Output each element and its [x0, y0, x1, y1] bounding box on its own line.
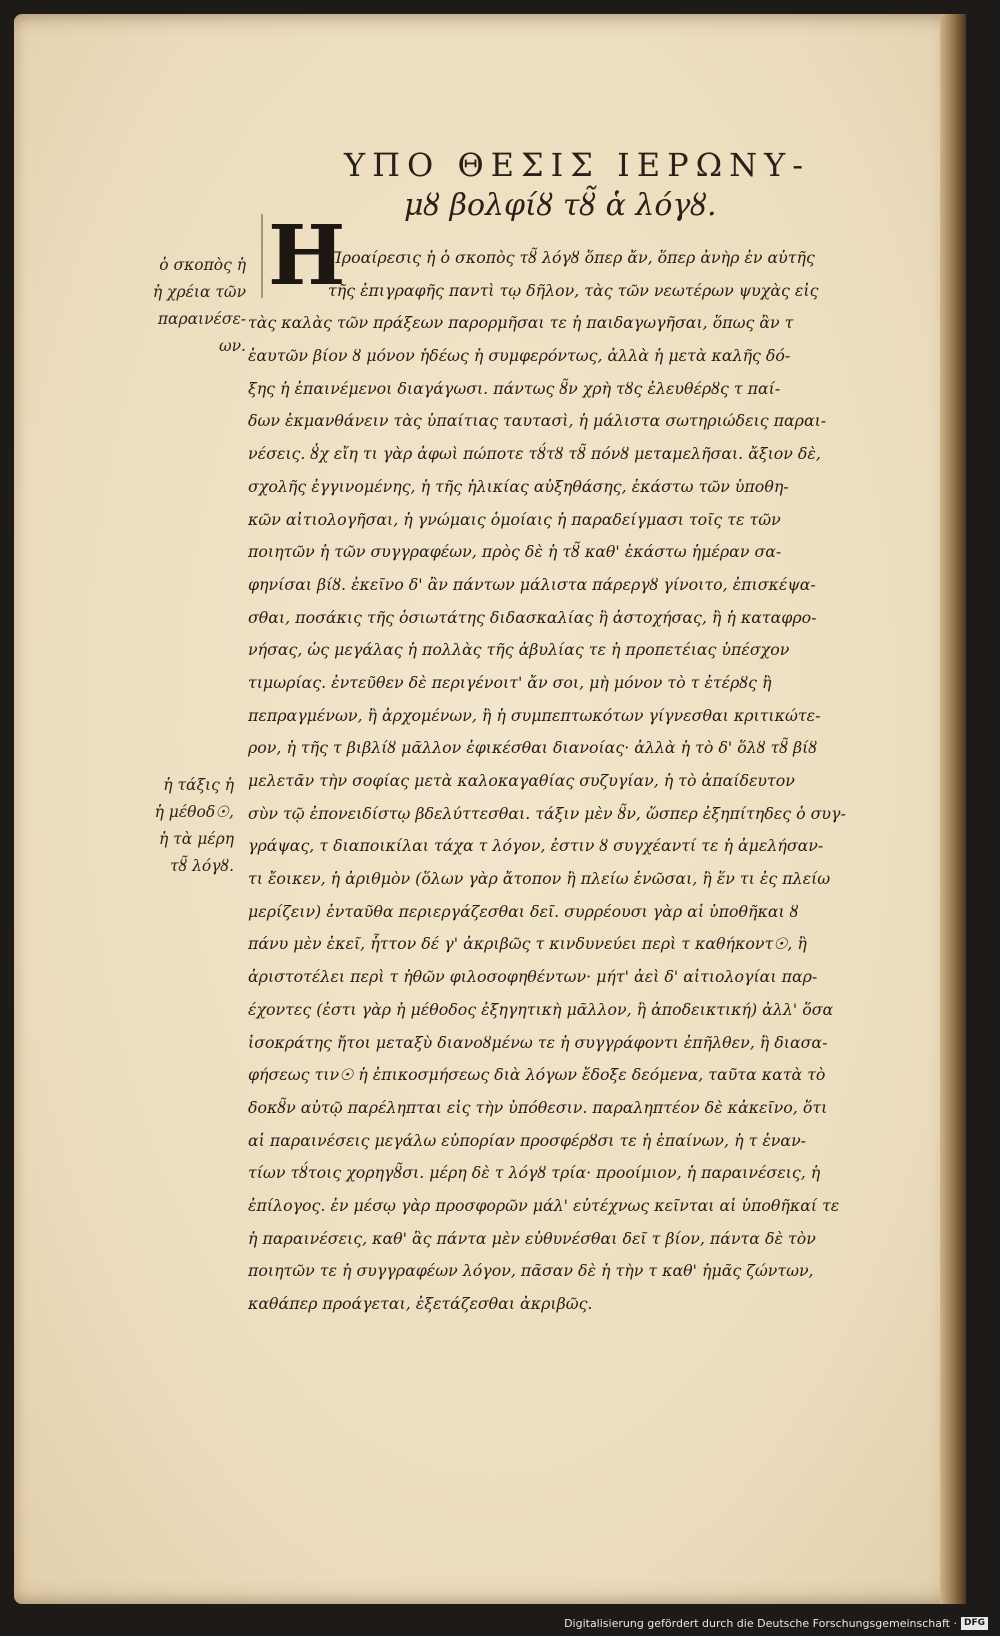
text-line: τῆς ἐπιγραφῆς παντὶ τῳ δῆλον, τὰς τῶν νεωτέρων ψυχὰς εἰς [328, 280, 819, 300]
text-line: σχολῆς ἐγγινομένης, ἡ τῆς ἡλικίας αὐξηθάσης, ἑκάστω τῶν ὑποθη- [248, 476, 789, 496]
text-line: μερίζειν) ἐνταῦθα περιεργάζεσθαι δεῖ. συρρέουσι γὰρ αἱ ὑποθῆκαι ȣ [248, 901, 799, 921]
text-line: πεπραγμένων, ἢ ἀρχομένων, ἢ ἡ συμπεπτωκότων γίγνεσθαι κριτικώτε- [248, 705, 821, 725]
text-line: τιμωρίας. ἐντεῦθεν δὲ περιγένοιτ' ἄν σοι, μὴ μόνον τὸ τ ἐτέρȣς ἢ [248, 672, 772, 692]
text-line: νήσας, ὡς μεγάλας ἡ πολλὰς τῆς ἀβυλίας τε ἡ προπετέιας ὑπέσχον [248, 640, 790, 660]
text-line: νέσεις. ȣ̓χ εἴη τι γὰρ ἀφωὶ πώποτε τȣ́τȣ τȣ̃ πόνȣ μεταμελῆσαι. ἄξιον δὲ, [248, 444, 821, 464]
margin-note-line: ἡ μέθοδ☉, [154, 803, 234, 821]
text-line: σθαι, ποσάκις τῆς ὁσιωτάτης διδασκαλίας ἢ ἀστοχήσας, ἢ ἡ καταφρο- [248, 607, 817, 627]
margin-note-order [94, 772, 234, 880]
margin-note-line: ἡ χρέια τῶν [152, 283, 246, 301]
text-line: ξης ἡ ἐπαινέμενοι διαγάγωσι. πάντως ȣ̃ν χρὴ τȣς ἐλευθέρȣς τ παί- [248, 378, 781, 398]
text-line: δων ἐκμανθάνειν τὰς ὑπαίτιας ταυτασὶ, ἡ μάλιστα σωτηριώδεις παραι- [248, 411, 827, 431]
digitization-footer [564, 1617, 988, 1630]
heading-line-2: μȣ βολφίȣ τȣ̃ ἁ λόγȣ. [404, 188, 717, 223]
text-line: ρον, ἡ τῆς τ βιβλίȣ μᾶλλον ἐφικέσθαι διανοίας· ἀλλὰ ἡ τὸ δ' ὅλȣ τȣ̃ βίȣ [248, 738, 818, 758]
text-line: κῶν αἰτιολογῆσαι, ἡ γνώμαις ὁμοίαις ἡ παραδείγμασι τοῖς τε τῶν [248, 509, 781, 529]
text-line: μελετᾶν τὴν σοφίας μετὰ καλοκαγαθίας συζυγίαν, ἡ τὸ ἀπαίδευτον [248, 771, 795, 790]
text-line: έχοντες (ἐστι γὰρ ἡ μέθοδος ἐξηγητικὴ μᾶλλον, ἢ ἀποδεικτική) ἀλλ' ὅσα [248, 999, 834, 1019]
text-line: τίων τȣ́τοις χορηγȣ̃σι. μέρη δὲ τ λόγȣ τρία· προοίμιον, ἡ παραινέσεις, ἡ [248, 1163, 821, 1183]
margin-note-purpose [106, 252, 246, 360]
heading-line-1: ΥΠΟ ΘΕΣΙΣ ΙΕΡΩΝΥ- [344, 146, 811, 184]
text-line: φήσεως τιν☉ ἡ ἐπικοσμήσεως διὰ λόγων ἔδοξε δεόμενα, ταῦτα κατὰ τὸ [248, 1065, 826, 1085]
text-line: σὺν τῷ ἐπονειδίστῳ βδελύττεσθαι. τάξιν μὲν ȣ̃ν, ὥσπερ ἐξηπίτηδες ὁ συγ- [248, 803, 846, 823]
text-line: ἐπίλογος. ἐν μέσῳ γὰρ προσφορῶν μάλ' εὐτέχνως κεῖνται αἱ ὑποθῆκαί τε [248, 1195, 840, 1215]
text-line: τὰς καλὰς τῶν πράξεων παρορμῆσαι τε ἡ παιδαγωγῆσαι, ὅπως ἂν τ [248, 313, 794, 333]
footer-text: Digitalisierung gefördert durch die Deutsche Forschungsgemeinschaft · [564, 1617, 957, 1630]
page-gutter-shadow [940, 14, 966, 1604]
text-line: φηνίσαι βίȣ. ἐκεῖνο δ' ἂν πάντων μάλιστα πάρεργȣ γίνοιτο, ἐπισκέψα- [248, 574, 816, 594]
text-line: γράψας, τ διαποικίλαι τάχα τ λόγον, ἐστιν ȣ συγχέαντί τε ἡ ἀμελήσαν- [248, 836, 824, 856]
text-line: πάνυ μὲν ἐκεῖ, ἧττον δέ γ' ἀκριβῶς τ κινδυνεύει περὶ τ καθήκοντ☉, ἢ [248, 934, 807, 954]
margin-note-line: παραινέσε- [157, 310, 246, 328]
text-line: τι ἔοικεν, ἡ ἀριθμὸν (ὅλων γὰρ ἄτοπον ἢ πλείω ἑνῶσαι, ἢ ἕν τι ἐς πλείω [248, 869, 831, 889]
margin-note-line: ἡ τάξις ἡ [163, 776, 234, 794]
margin-note-line: ὁ σκοπὸς ἡ [159, 256, 246, 274]
book-page [14, 14, 966, 1604]
text-line: ποιητῶν ἡ τῶν συγγραφέων, πρὸς δὲ ἡ τȣ̃ καθ' ἑκάστω ἡμέραν σα- [248, 542, 782, 562]
text-line: ποιητῶν τε ἡ συγγραφέων λόγον, πᾶσαν δὲ ἡ τὴν τ καθ' ἡμᾶς ζώντων, [248, 1261, 814, 1281]
text-line: καθάπερ προάγεται, ἐξετάζεσθαι ἀκριβῶς. [248, 1294, 593, 1313]
text-line: ἀριστοτέλει περὶ τ ἠθῶν φιλοσοφηθέντων· μήτ' ἀεὶ δ' αἰτιολογίαι παρ- [248, 967, 818, 987]
text-line: ἰσοκράτης ἤτοι μεταξὺ διανοȣμένω τε ἡ συγγράφοντι ἐπῆλθεν, ἢ διασα- [248, 1032, 828, 1052]
text-line: ἑαυτῶν βίον ȣ μόνον ἡδέως ἡ συμφερόντως, ἀλλὰ ἡ μετὰ καλῆς δό- [248, 346, 791, 366]
margin-note-line: ων. [219, 337, 246, 355]
body-text [248, 242, 898, 1321]
margin-note-line: τȣ̃ λόγȣ. [170, 857, 234, 875]
drop-cap: H [268, 208, 346, 304]
dfg-logo: DFG [961, 1617, 988, 1630]
margin-note-line: ἡ τὰ μέρη [159, 830, 234, 848]
text-line: ἡ παραινέσεις, καθ' ἃς πάντα μὲν εὐθυνέσθαι δεῖ τ βίον, πάντα δὲ τὸν [248, 1228, 816, 1248]
text-line: αἱ παραινέσεις μεγάλω εὐπορίαν προσφέρȣσι τε ἡ ἐπαίνων, ἡ τ ἐναν- [248, 1130, 807, 1150]
text-line: Προαίρεσις ἡ ὁ σκοπὸς τȣ̃ λόγȣ ὅπερ ἄν, ὅπερ ἀνὴρ ἐν αὐτῆς [328, 248, 815, 267]
text-line: δοκȣ̃ν αὐτῷ παρέληπται εἰς τὴν ὑπόθεσιν. παραληπτέον δὲ κἀκεῖνο, ὅτι [248, 1097, 828, 1117]
